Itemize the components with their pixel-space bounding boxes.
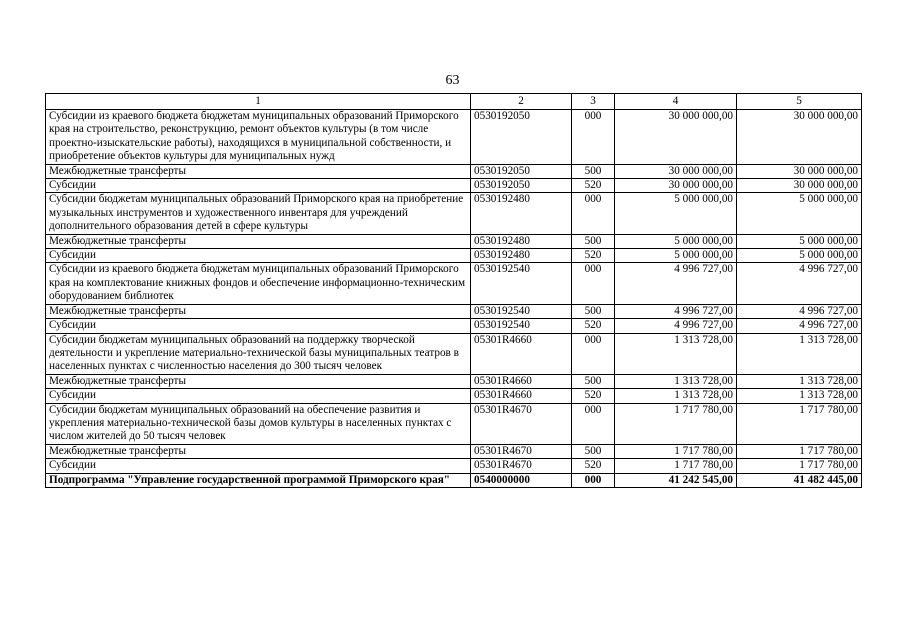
code-cell: 0530192050 [471,179,572,193]
expense-type-cell: 000 [572,263,615,304]
header-cell-4: 4 [615,94,737,110]
amount-col4-cell: 5 000 000,00 [615,193,737,234]
table-row [46,389,862,403]
code-cell: 0530192480 [471,193,572,234]
expense-type-cell: 000 [572,193,615,234]
page-number: 63 [445,73,460,88]
code-cell: 05301R4670 [471,459,572,473]
expense-type-cell: 520 [572,389,615,403]
description-cell: Межбюджетные трансферты [46,444,471,458]
amount-col5-cell: 30 000 000,00 [737,164,862,178]
table-row [46,304,862,318]
code-cell: 0530192540 [471,304,572,318]
amount-col5-cell: 4 996 727,00 [737,263,862,304]
amount-col5-cell: 5 000 000,00 [737,193,862,234]
expense-type-cell: 000 [572,473,615,487]
code-cell: 0530192050 [471,110,572,165]
amount-col4-cell: 1 717 780,00 [615,403,737,444]
description-cell: Межбюджетные трансферты [46,164,471,178]
table-row [46,234,862,248]
header-cell-1: 1 [46,94,471,110]
table-row [46,473,862,487]
table-row [46,333,862,374]
code-cell: 0530192480 [471,234,572,248]
code-cell: 05301R4660 [471,333,572,374]
expense-type-cell: 520 [572,319,615,333]
table-row [46,164,862,178]
description-cell: Межбюджетные трансферты [46,234,471,248]
description-cell: Подпрограмма "Управление государственной программой Приморского края" [46,473,471,487]
amount-col5-cell: 4 996 727,00 [737,304,862,318]
table-row [46,319,862,333]
expense-type-cell: 500 [572,374,615,388]
expense-type-cell: 500 [572,234,615,248]
table-row [46,263,862,304]
description-cell: Субсидии из краевого бюджета бюджетам муниципальных образований Приморского края на комплектование книжных фондов и обеспечение информационно-техническим оборудованием библиотек [46,263,471,304]
header-cell-5: 5 [737,94,862,110]
code-cell: 0530192480 [471,249,572,263]
amount-col5-cell: 1 717 780,00 [737,403,862,444]
amount-col5-cell: 1 717 780,00 [737,444,862,458]
amount-col4-cell: 4 996 727,00 [615,319,737,333]
table-row [46,459,862,473]
amount-col5-cell: 1 313 728,00 [737,389,862,403]
table-row [46,179,862,193]
amount-col5-cell: 5 000 000,00 [737,249,862,263]
amount-col5-cell: 41 482 445,00 [737,473,862,487]
amount-col5-cell: 4 996 727,00 [737,319,862,333]
header-row [46,94,862,110]
expense-type-cell: 500 [572,164,615,178]
amount-col5-cell: 1 717 780,00 [737,459,862,473]
amount-col5-cell: 30 000 000,00 [737,110,862,165]
amount-col4-cell: 41 242 545,00 [615,473,737,487]
table-row [46,249,862,263]
amount-col5-cell: 5 000 000,00 [737,234,862,248]
amount-col4-cell: 5 000 000,00 [615,234,737,248]
description-cell: Межбюджетные трансферты [46,374,471,388]
amount-col4-cell: 1 313 728,00 [615,389,737,403]
code-cell: 05301R4660 [471,374,572,388]
code-cell: 0540000000 [471,473,572,487]
table-row [46,110,862,165]
expense-type-cell: 000 [572,110,615,165]
code-cell: 0530192540 [471,319,572,333]
budget-table [45,93,862,488]
amount-col4-cell: 30 000 000,00 [615,110,737,165]
code-cell: 05301R4670 [471,403,572,444]
description-cell: Субсидии бюджетам муниципальных образований на поддержку творческой деятельности и укрепление материально-технической базы муниципальных театров в населенных пунктах с численностью населения до 300 тысяч человек [46,333,471,374]
table-row [46,193,862,234]
amount-col4-cell: 1 717 780,00 [615,444,737,458]
expense-type-cell: 500 [572,444,615,458]
expense-type-cell: 000 [572,333,615,374]
description-cell: Субсидии бюджетам муниципальных образований на обеспечение развития и укрепления материально-технической базы домов культуры в населенных пунктах с числом жителей до 50 тысяч человек [46,403,471,444]
description-cell: Субсидии [46,319,471,333]
description-cell: Субсидии [46,459,471,473]
description-cell: Субсидии [46,179,471,193]
expense-type-cell: 000 [572,403,615,444]
table-row [46,444,862,458]
amount-col4-cell: 1 717 780,00 [615,459,737,473]
code-cell: 0530192540 [471,263,572,304]
amount-col4-cell: 5 000 000,00 [615,249,737,263]
amount-col4-cell: 1 313 728,00 [615,333,737,374]
amount-col5-cell: 1 313 728,00 [737,333,862,374]
header-cell-3: 3 [572,94,615,110]
code-cell: 05301R4670 [471,444,572,458]
amount-col5-cell: 30 000 000,00 [737,179,862,193]
description-cell: Межбюджетные трансферты [46,304,471,318]
table-row [46,374,862,388]
amount-col4-cell: 4 996 727,00 [615,263,737,304]
code-cell: 0530192050 [471,164,572,178]
expense-type-cell: 520 [572,459,615,473]
expense-type-cell: 520 [572,249,615,263]
description-cell: Субсидии [46,249,471,263]
description-cell: Субсидии [46,389,471,403]
code-cell: 05301R4660 [471,389,572,403]
description-cell: Субсидии из краевого бюджета бюджетам муниципальных образований Приморского края на строительство, реконструкцию, ремонт объектов культуры (в том числе проектно-изыскательские работы), находящихся в муниципальной собственности, и приобретение объектов культуры для муниципальных нужд [46,110,471,165]
amount-col4-cell: 30 000 000,00 [615,179,737,193]
header-cell-2: 2 [471,94,572,110]
amount-col5-cell: 1 313 728,00 [737,374,862,388]
description-cell: Субсидии бюджетам муниципальных образований Приморского края на приобретение музыкальных инструментов и художественного инвентаря для учреждений дополнительного образования детей в сфере культуры [46,193,471,234]
expense-type-cell: 520 [572,179,615,193]
amount-col4-cell: 4 996 727,00 [615,304,737,318]
expense-type-cell: 500 [572,304,615,318]
amount-col4-cell: 1 313 728,00 [615,374,737,388]
table-row [46,403,862,444]
amount-col4-cell: 30 000 000,00 [615,164,737,178]
